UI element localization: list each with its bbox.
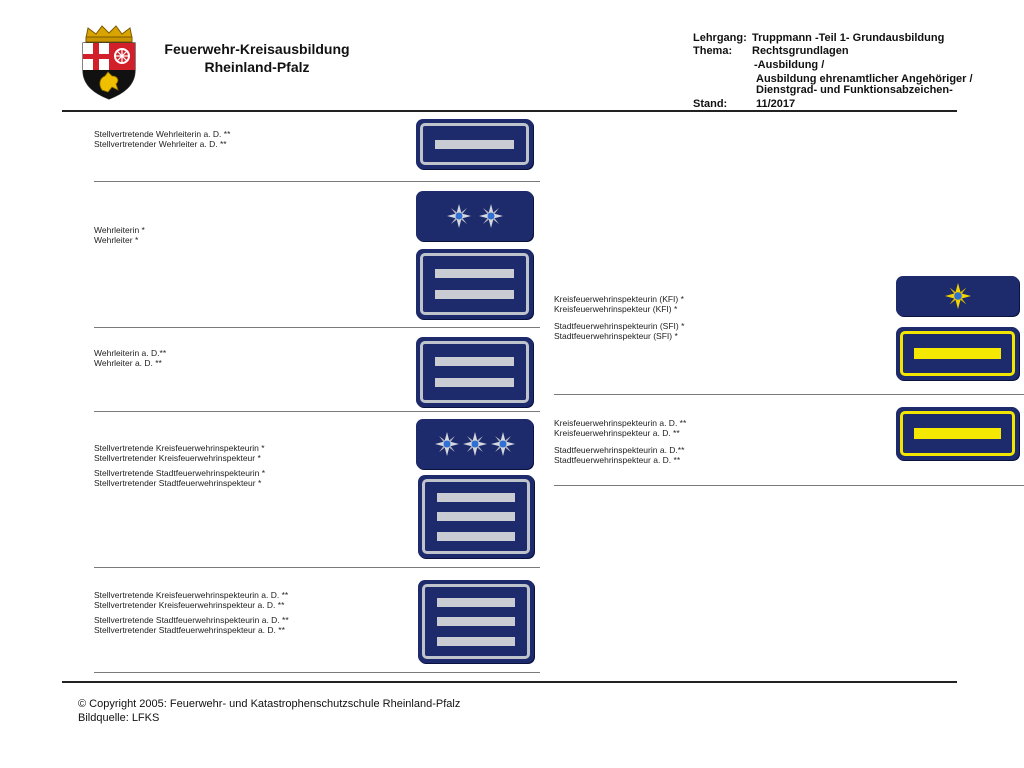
footer-divider [62,681,957,683]
badge-three-silver-bars [418,580,534,663]
badge-one-yellow-bar [896,327,1019,380]
thema-label: Thema: [693,45,733,57]
badge-one-gold-star [896,276,1019,316]
lehrgang-label: Lehrgang: [693,32,747,44]
silver-star-icon [462,431,488,457]
coat-of-arms-icon [78,24,140,100]
organization-line-2: Rheinland-Pfalz [204,59,310,75]
badge-one-silver-bar [416,119,533,169]
silver-star-icon [446,203,472,229]
badge-two-stars [416,191,533,241]
left-row-5-label: Stellvertretende Kreisfeuerwehrinspekteurin a. D. ** Stellvertretender Kreisfeuerwehrinspekteur a. D. ** Stellvertretende Stadtfeuerwehrinspekteurin a. D. ** Stellvertretender Stadtfeuerwehrinspekteur a. D. ** [94,590,289,635]
left-row-4-label: Stellvertretende Kreisfeuerwehrinspekteurin * Stellvertretender Kreisfeuerwehrinspekteur * Stellvertretende Stadtfeuerwehrinspekteurin * Stellvertretender Stadtfeuerwehrinspekteur * [94,443,266,488]
stand-label: Stand: [693,98,728,110]
silver-star-icon [434,431,460,457]
badge-one-yellow-bar [896,407,1019,460]
copyright-text: © Copyright 2005: Feuerwehr- und Katastrophenschutzschule Rheinland-Pfalz [78,698,461,710]
row-divider [94,672,540,673]
stand-value: 11/2017 [756,98,796,110]
badge-two-silver-bars [416,337,533,407]
badge-three-stars [416,419,533,469]
row-divider [554,394,1024,395]
right-row-2-label: Kreisfeuerwehrinspekteurin a. D. ** Kreisfeuerwehrinspekteur a. D. ** Stadtfeuerwehrinspekteurin a. D.** Stadtfeuerwehrinspekteur a. D. ** [554,418,687,465]
left-row-2-label: Wehrleiterin * Wehrleiter * [94,225,145,245]
yellow-bar [914,428,1001,439]
thema-sub-2: Ausbildung ehrenamtlicher Angehöriger / [756,73,973,85]
thema-value: Rechtsgrundlagen [752,45,849,57]
organization-title [152,40,362,76]
row-divider [94,327,540,328]
right-row-1-label: Kreisfeuerwehrinspekteurin (KFI) * Kreisfeuerwehrinspekteur (KFI) * Stadtfeuerwehrinspekteurin (SFI) * Stadtfeuerwehrinspekteur (SFI) * [554,294,685,341]
row-divider [94,567,540,568]
left-row-3-label: Wehrleiterin a. D.** Wehrleiter a. D. ** [94,348,167,368]
gold-star-icon [944,282,972,310]
badge-three-silver-bars [418,475,534,558]
organization-line-1: Feuerwehr-Kreisausbildung [164,41,350,57]
thema-sub-1: -Ausbildung / [754,59,825,71]
yellow-bar [914,348,1001,359]
header-divider [62,110,957,112]
lehrgang-value: Truppmann -Teil 1- Grundausbildung [752,32,945,44]
row-divider [554,485,1024,486]
row-divider [94,181,540,182]
badge-two-silver-bars [416,249,533,319]
silver-star-icon [478,203,504,229]
thema-sub-3: Dienstgrad- und Funktionsabzeichen- [756,84,953,96]
row-divider [94,411,540,412]
silver-star-icon [490,431,516,457]
silver-bar [435,140,513,149]
image-source-text: Bildquelle: LFKS [78,712,160,724]
left-row-1-label: Stellvertretende Wehrleiterin a. D. ** Stellvertretender Wehrleiter a. D. ** [94,129,231,149]
